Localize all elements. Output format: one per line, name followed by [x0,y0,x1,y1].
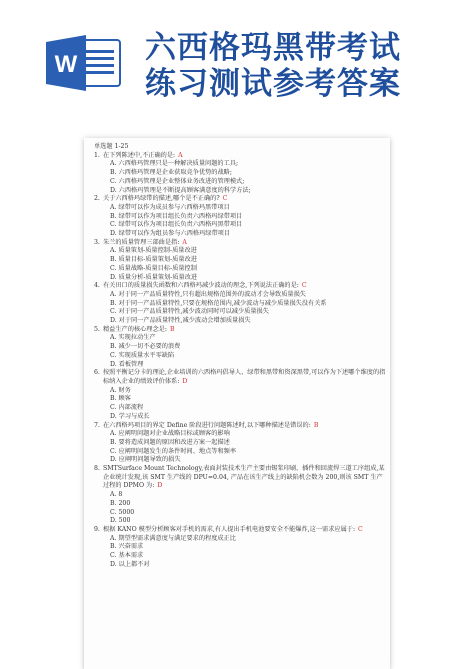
answer-option: D. 看板管理 [110,360,144,368]
answer-option: A. 六西格玛管理只是一种解决质量问题的工具; [110,160,239,168]
answer-option: C. 质量战略-质量目标-质量控制 [110,264,197,272]
question-stem: 在六西格玛项目的界定 Define 阶段进行问题陈述时,以下哪种描述是错误的: [103,421,311,429]
question-block [94,369,386,421]
answer-option: A. 应阐明问题对企业战略目标或顾客的影响 [110,430,230,438]
question-text [94,152,386,161]
answer-key: D [157,482,163,490]
question-block [94,526,386,570]
answer-option: D. 对于同一产品质量特性,减少波动会增加质量损失 [110,317,251,325]
answer-option: C. 绿带可以作为项目组长负责六西格玛黑带项目 [110,221,243,229]
answer-option: A. 8 [110,491,123,499]
answer-option: A. 质量策划-质量控制-质量改进 [110,247,197,255]
question-text [94,282,386,291]
answer-option: C. 六西格玛管理是企业整体业务改进的管理模式; [110,177,245,185]
question-block [94,152,386,196]
question-text [94,369,386,386]
question-number: 4. [94,282,100,290]
answer-key: A [182,238,187,246]
answer-key: A [178,151,183,159]
question-stem: 根据 KANO 模型分析顾客对手机的需求,有人提出手机电池要安全不能爆炸,这一需求应属于: [103,525,356,533]
header-banner [0,0,474,120]
question-text [94,465,386,491]
answer-key: B [169,325,175,333]
answer-option: B. 绿带可以作为项目组长负责六西格玛绿带项目 [110,212,243,220]
question-number: 2. [94,195,100,203]
answer-key: B [313,421,319,429]
answer-option: B. 质量目标-质量策划-质量改进 [110,256,197,264]
answer-option: B. 200 [110,499,131,507]
answer-key: D [182,377,188,385]
word-document-icon [44,34,124,92]
question-number: 1. [94,151,100,159]
question-text [94,422,386,431]
question-block [94,422,386,466]
question-number: 6. [94,369,100,377]
answer-option: C. 基本需求 [110,552,144,560]
answer-option: D. 应阐明问题导致的损失 [110,456,181,464]
question-stem: 关于六西格玛绿带的描述,哪个是不正确的? [103,195,220,203]
document-page [84,138,390,669]
answer-option: C. 5000 [110,508,135,516]
question-block [94,239,386,283]
answer-option: D. 学习与成长 [110,412,150,420]
question-block [94,465,386,526]
answer-option: C. 应阐明问题发生的条件时间、地点等和频率 [110,447,237,455]
answer-option: B. 对于同一产品质量特性,只要在规格范围内,减少波动与减少质量损失没有关系 [110,299,327,307]
title-line-2: 练习测试参考答案 [145,66,401,102]
question-stem: 按照平衡记分卡的理论,企业培训的六西格玛倡导人、绿带和黑带和资深黑带,可以作为下述哪个维度的指标纳入企业的绩效评价体系: [103,369,386,385]
answer-option: D. 六西格玛管理是不断提高顾客满意度的科学方法; [110,186,251,194]
answer-option: A. 绿带可以作为成员参与六西格玛黑带项目 [110,203,230,211]
answer-option: B. 顾客 [110,395,131,403]
answer-option: B. 六西格玛管理是企业获取竞争优势的战略; [110,169,232,177]
answer-option: C. 对于同一产品质量特性,减少波动同时可以减少质量损失 [110,308,269,316]
answer-option: D. 绿带可以作为组员参与六西格玛绿带项目 [110,230,231,238]
question-text [94,239,386,248]
answer-option: A. 实现拉动生产 [110,334,156,342]
question-text [94,526,386,535]
answer-key: C [358,525,363,533]
question-block [94,326,386,370]
question-stem: SMTSurface Mount Technology,表面封装技术生产主要由锡浆印刷、插件和回流焊三道工序组成,某企业统计发现,该 SMT 生产线的 DPU=0.04, 产品在该生产线上的缺陷机会数为 200,则该 SMT 生产过程的 DPMO 为: [103,465,385,490]
question-block [94,282,386,326]
page-title [145,30,401,102]
answer-option: B. 要将造成问题的原因和改进方案一起描述 [110,438,230,446]
question-stem: 精益生产的核心理念是: [103,325,167,333]
answer-option: A. 财务 [110,386,131,394]
answer-option: C. 实现质量水平零缺陷 [110,351,175,359]
question-stem: 有关田口的质量损失函数和六西格玛减少波动的理念,下列说法正确的是: [103,282,299,290]
document-content [94,143,386,569]
question-stem: 在下列陈述中,不正确的是: [103,151,176,159]
question-number: 5. [94,325,100,333]
question-number: 3. [94,238,100,246]
question-number: 7. [94,421,100,429]
answer-option: B. 减少一切不必要的浪费 [110,343,181,351]
question-block [94,195,386,239]
answer-option: C. 内部流程 [110,404,144,412]
section-title: 单选题 1-25 [94,143,129,150]
answer-option: D. 质量分析-质量策划-质量改进 [110,273,198,281]
answer-option: D. 500 [110,517,131,525]
question-number: 9. [94,525,100,533]
answer-option: A. 对于同一产品质量特性,只有超出规格范围外的波动才会导致质量损失 [110,290,306,298]
question-number: 8. [94,465,100,473]
answer-option: D. 以上都不对 [110,560,150,568]
answer-option: B. 兴奋需求 [110,543,144,551]
question-stem: 朱兰的质量管理三部曲是指: [103,238,180,246]
logo-letter: W [54,51,78,78]
question-text [94,195,386,204]
answer-key: C [222,195,228,203]
answer-option: A. 期望型需求满意度与满足要求的程度成正比 [110,534,236,542]
question-text [94,326,386,335]
answer-key: C [301,282,307,290]
title-line-1: 六西格玛黑带考试 [145,30,401,66]
